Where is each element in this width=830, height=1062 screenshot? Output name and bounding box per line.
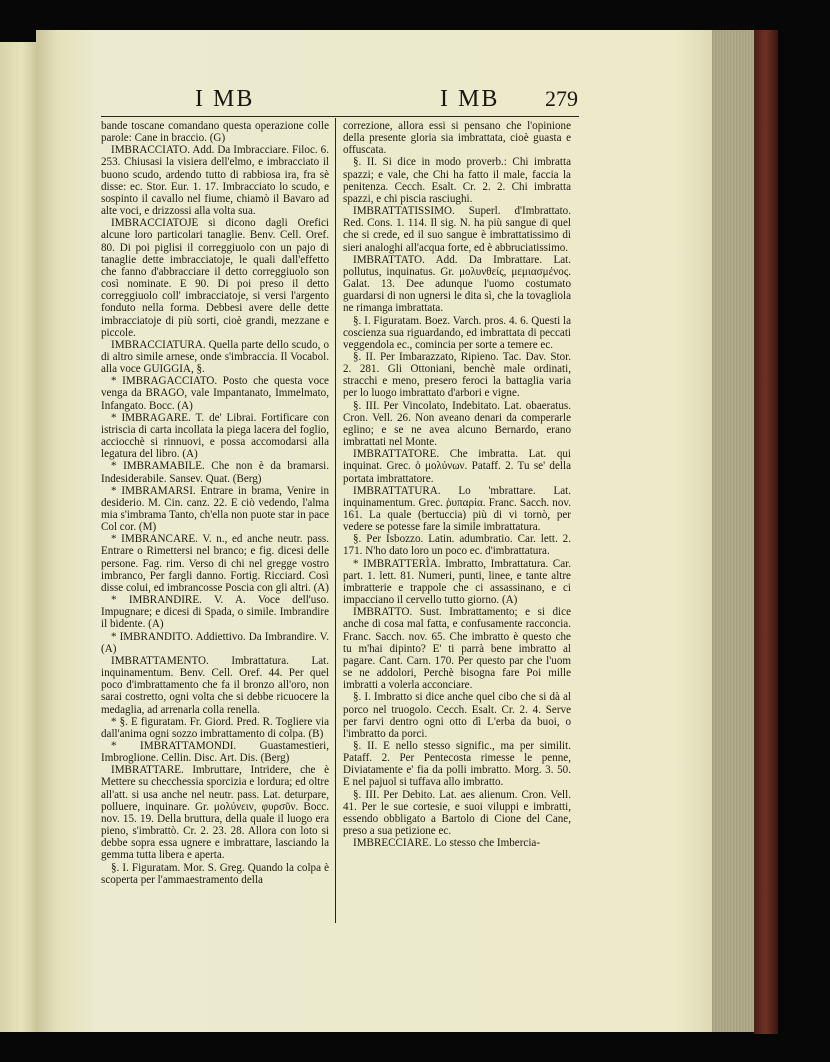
entry-paragraph: IMBRATTATURA. Lo 'mbrattare. Lat. inquinamentum. Grec. ῥυπαρία. Franc. Sacch. nov. 161. La quale (bertuccia) più di vi tornò, per vedere se potesse fare la simile imbrattatura. [343, 484, 571, 534]
entry-paragraph: * IMBRATTAMONDI. Guastamestieri, Imbroglione. Cellin. Disc. Art. Dis. (Berg) [101, 739, 329, 765]
entry-paragraph: §. II. Per Imbarazzato, Ripieno. Tac. Dav. Stor. 2. 281. Gli Ottoniani, benchè male ordinati, stracchi e meno, presero feroci la battaglia varia per lo luogo imbrattato d'arbori e vigne. [343, 350, 571, 400]
entry-paragraph: * IMBRAMABILE. Che non è da bramarsi. Indesiderabile. Sansev. Quat. (Berg) [101, 460, 329, 485]
right-column [343, 120, 571, 849]
entry-paragraph: * IMBRAGARE. T. de' Librai. Fortificare con istriscia di carta incollata la piega lacera del foglio, acciocchè si rinnuovi, e possa accomodarsi alla legatura del libro. (A) [101, 411, 329, 461]
entry-paragraph: * IMBRAGACCIATO. Posto che questa voce venga da BRAGO, vale Impantanato, Immelmato, Infangato. Bocc. (A) [101, 375, 329, 412]
entry-paragraph: bande toscane comandano questa operazione colle parole: Cane in braccio. (G) [101, 120, 329, 145]
entry-paragraph: IMBRACCIATO. Add. Da Imbracciare. Filoc. 6. 253. Chiusasi la visiera dell'elmo, e imbracciato il buono scudo, ardendo tutto di rabbiosa ira, fra sè disse: ec. Stor. Eur. 1. 17. Imbracciato lo scudo, e sospinto il cavallo nel fiume, chiamò il Bavaro ad alte voci, e drizzossi alla volta sua. [101, 144, 329, 218]
page-number: 279 [545, 86, 578, 111]
page-block-edge [712, 30, 756, 1032]
entry-paragraph: IMBRATTATORE. Che imbratta. Lat. qui inquinat. Grec. ὁ μολύνων. Pataff. 2. Tu se' della portata imbrattatore. [343, 448, 571, 485]
column-rule [335, 118, 336, 923]
entry-paragraph: §. III. Per Debito. Lat. aes alienum. Cron. Vell. 41. Per le sue cortesie, e suoi viluppi e imbratti, essendo obbligato a Bartolo di Cione del Cane, preso a sua petizione ec. [343, 788, 571, 838]
entry-paragraph: IMBRATTATISSIMO. Superl. d'Imbrattato. Red. Cons. 1. 114. Il sig. N. ha più sangue di quel che si crede, ed il suo sangue è imbrattatissimo di sieri analoghi all'acqua forte, ed è abbruciatissimo. [343, 205, 571, 254]
entry-paragraph: * IMBRAMARSI. Entrare in brama, Venire in desiderio. M. Cin. canz. 22. E ciò vedendo, l'alma mia s'imbrama Tanto, ch'ella non puote star in pace Col cor. (M) [101, 484, 329, 534]
left-page-edge [0, 42, 36, 1032]
entry-paragraph: * IMBRATTERÌA. Imbratto, Imbrattatura. Car. part. 1. lett. 81. Numeri, punti, linee, e tante altre imbratterie e trappole che ci assassinano, e ci impacciano il cervello tutto giorno. (A) [343, 557, 571, 607]
entry-paragraph: correzione, allora essi si pensano che l'opinione della presente gloria sia imbrattata, cioè guasta e offuscata. [343, 120, 571, 157]
entry-paragraph: §. Per Isbozzo. Latin. adumbratio. Car. lett. 2. 171. N'ho dato loro un poco ec. d'imbrattatura. [343, 533, 571, 558]
entry-paragraph: IMBRATTAMENTO. Imbrattatura. Lat. inquinamentum. Benv. Cell. Oref. 44. Per quel poco d'imbrattamento che fa il bronzo all'oro, non sarai costretto, ogni volta che si debbe ricuocere la medaglia, ad arrenarla colla renella. [101, 654, 329, 716]
left-column [101, 120, 329, 886]
book-cover-edge [754, 30, 778, 1034]
entry-paragraph: IMBRACCIATURA. Quella parte dello scudo, o di altro simile arnese, onde s'imbraccia. Il Vocabol. alla voce GUIGGIA, §. [101, 338, 329, 376]
entry-paragraph: §. II. E nello stesso signific., ma per similit. Pataff. 2. Per Pentecosta rimesse le penne, Diviatamente e' fia da polli imbratto. Morg. 3. 50. E nel pajuol si tuffava allo imbratto. [343, 739, 571, 789]
entry-paragraph: §. I. Figuratam. Mor. S. Greg. Quando la colpa è scoperta per l'ammaestramento della [101, 861, 329, 886]
entry-paragraph: IMBRECCIARE. Lo stesso che Imbercia- [353, 837, 541, 850]
entry-paragraph: * IMBRANCARE. V. n., ed anche neutr. pass. Entrare o Rimettersi nel branco; e fig. dicesi delle persone. Fag. rim. Verso di chi nel gregge vostro imbranco, Per fargli danno. Fortig. Ricciard. Così disse colui, ed imbrancosse Poscia con gli altri. (A) [101, 533, 329, 594]
header-rule [101, 116, 579, 117]
entry-paragraph: * IMBRANDITO. Addiettivo. Da Imbrandire. V. (A) [101, 630, 329, 655]
entry-paragraph: * §. E figuratam. Fr. Giord. Pred. R. Togliere via dall'anima ogni sozzo imbrattamento di colpa. (B) [101, 715, 329, 740]
entry-paragraph: §. I. Figuratam. Boez. Varch. pros. 4. 6. Questi la coscienza sua riguardando, ed imbrattata di peccati veggendola ec., comincia per sorte a temere ec. [343, 314, 571, 351]
entry-paragraph: §. III. Per Vincolato, Indebitato. Lat. obaeratus. Cron. Vell. 26. Non aveano denari da comperarle eglino; e se ne avea alcuno Bernardo, erano imbrattati nel Monte. [343, 399, 571, 449]
entry-paragraph: IMBRATTARE. Imbruttare, Intridere, che è Mettere su checchessia sporcizia e lordura; ed oltre all'att. si usa anche nel neutr. pass. Lat. deturpare, polluere, inquinare. Gr. μολύνειν, φυρσῦν. Bocc. nov. 15. 19. Della bruttura, della quale il luogo era pieno, s'imbrattò. Cr. 2. 23. 28. Allora con loto si debbe sopra essa ugnere e imbrattare, lasciando la gemma tutta libera e aperta. [101, 764, 329, 862]
entry-paragraph: * IMBRANDIRE. V. A. Voce dell'uso. Impugnare; e dicesi di Spada, o simile. Imbrandire il bidente. (A) [101, 594, 329, 631]
running-head-left: I MB [195, 86, 255, 112]
entry-paragraph: §. II. Si dice in modo proverb.: Chi imbratta spazzi; e vale, che Chi ha fatto il male, faccia la penitenza. Cecch. Esalt. Cr. 2. 2. Chi imbratta spazzi, e chi piscia rasciughi. [343, 156, 571, 205]
running-head-right: I MB [440, 86, 500, 112]
entry-paragraph: §. I. Imbratto si dice anche quel cibo che si dà al porco nel truogolo. Cecch. Esalt. Cr. 2. 4. Serve per farvi dentro ogni otto dì L'erba da buoi, o l'imbratto da porci. [343, 691, 571, 740]
entry-paragraph: IMBRATTO. Sust. Imbrattamento; e si dice anche di cosa mal fatta, e confusamente racconcia. Franc. Sacch. nov. 65. Che imbratto è questo che tu m'hai dipinto? E' ti parrà bene imbratto al pagare. Cant. Carn. 170. Per questo par che l'uom se ne addolori, Perchè bisogna fare Poi mille imbratti a volerla acconciare. [343, 606, 571, 692]
entry-paragraph: IMBRATTATO. Add. Da Imbrattare. Lat. pollutus, inquinatus. Gr. μολυνθείς, μεμιασμένος. Galat. 13. Dee adunque l'uomo costumato guardarsi di non ugnersi le dita sì, che la tovagliola ne rimanga imbrattata. [343, 253, 571, 315]
entry-paragraph: IMBRACCIATOJE si dicono dagli Orefici alcune loro particolari tanaglie. Benv. Cell. Oref. 80. Di poi piglisi il correggiuolo con un pajo di tanaglie dette imbracciatoje, le quali dall'effetto che fanno d'abbracciare il detto correggiuolo son così nominate. E 90. Di poi preso il detto correggiuolo coll' imbracciatoje, si versi l'argento fonduto nella forma. Debbesi avere delle dette imbracciatoje di più sorti, cioè grandi, mezzane e piccole. [101, 217, 329, 339]
